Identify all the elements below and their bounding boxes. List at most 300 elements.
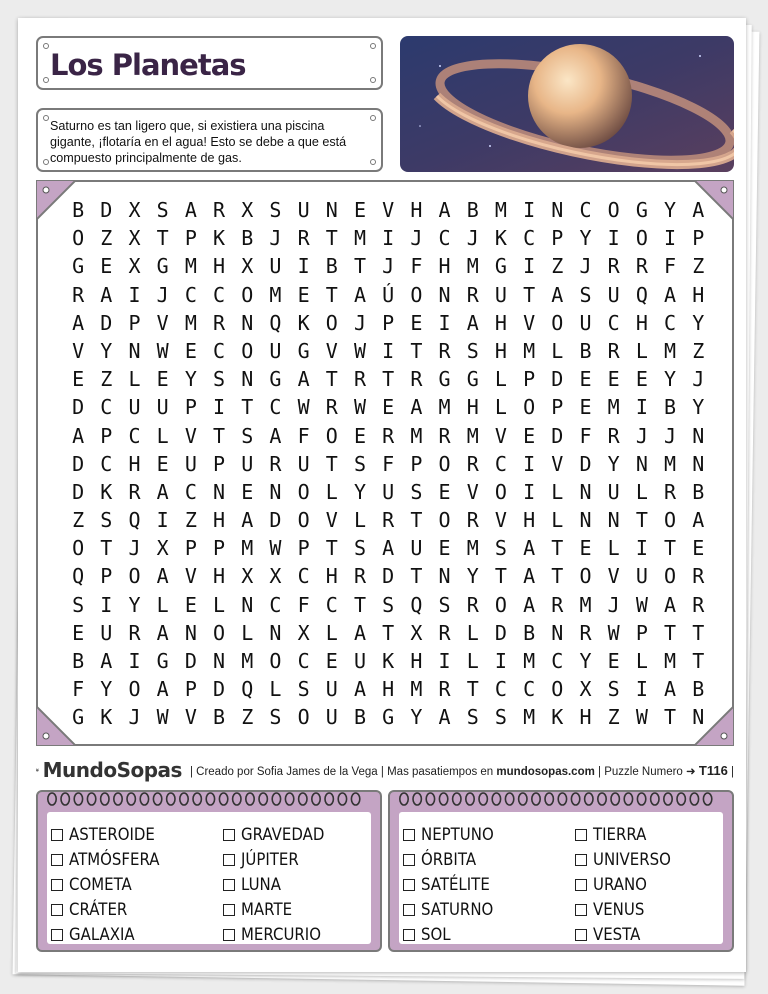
grid-letter[interactable]: G [297,338,310,363]
grid-letter[interactable]: X [128,254,141,279]
grid-letter[interactable]: T [410,508,423,533]
grid-letter[interactable]: L [466,649,479,673]
grid-letter[interactable]: D [184,649,197,673]
grid-letter[interactable]: O [241,282,254,307]
grid-letter[interactable]: L [466,620,479,645]
grid-letter[interactable]: H [410,198,423,222]
grid-letter[interactable]: A [692,198,705,222]
grid-letter[interactable]: F [382,451,395,476]
grid-letter[interactable]: I [607,226,620,251]
grid-letter[interactable]: M [184,310,197,335]
grid-letter[interactable]: D [494,620,507,645]
grid-letter[interactable]: X [410,620,423,645]
grid-letter[interactable]: G [156,254,169,279]
grid-letter[interactable]: F [297,423,310,448]
grid-letter[interactable]: D [72,395,85,420]
grid-letter[interactable]: N [635,451,648,476]
grid-letter[interactable]: C [213,338,226,363]
grid-letter[interactable]: C [213,282,226,307]
grid-letter[interactable]: N [551,620,564,645]
grid-letter[interactable]: S [579,282,592,307]
grid-letter[interactable]: Y [353,479,366,504]
grid-letter[interactable]: F [72,677,85,702]
grid-letter[interactable]: R [466,451,479,476]
grid-letter[interactable]: U [269,338,282,363]
grid-letter[interactable]: Q [635,282,648,307]
grid-letter[interactable]: M [494,198,507,222]
grid-letter[interactable]: S [156,198,169,222]
grid-letter[interactable]: T [692,620,705,645]
grid-letter[interactable]: E [438,536,451,561]
grid-letter[interactable]: J [353,310,366,335]
grid-letter[interactable]: C [523,677,536,702]
grid-letter[interactable]: W [607,620,620,645]
grid-letter[interactable]: F [579,423,592,448]
grid-letter[interactable]: N [607,508,620,533]
grid-letter[interactable]: A [100,649,113,673]
grid-letter[interactable]: R [635,254,648,279]
grid-letter[interactable]: C [325,592,338,617]
grid-letter[interactable]: C [184,479,197,504]
grid-letter[interactable]: O [410,282,423,307]
grid-letter[interactable]: A [269,423,282,448]
grid-letter[interactable]: M [607,395,620,420]
grid-letter[interactable]: M [466,536,479,561]
grid-letter[interactable]: U [269,254,282,279]
grid-letter[interactable]: X [241,198,254,222]
grid-letter[interactable]: D [213,677,226,702]
grid-letter[interactable]: H [494,310,507,335]
grid-letter[interactable]: F [297,592,310,617]
grid-letter[interactable]: Q [269,310,282,335]
grid-letter[interactable]: N [692,705,705,730]
grid-letter[interactable]: I [635,677,648,702]
grid-letter[interactable]: R [128,620,141,645]
grid-letter[interactable]: M [353,226,366,251]
grid-letter[interactable]: Y [664,198,677,222]
grid-letter[interactable]: R [438,338,451,363]
grid-letter[interactable]: U [325,677,338,702]
grid-letter[interactable]: E [100,254,113,279]
grid-letter[interactable]: T [353,254,366,279]
grid-letter[interactable]: Q [128,508,141,533]
grid-letter[interactable]: Y [128,592,141,617]
grid-letter[interactable]: J [635,423,648,448]
grid-letter[interactable]: C [664,310,677,335]
grid-letter[interactable]: H [523,508,536,533]
checkbox[interactable] [223,879,235,891]
grid-letter[interactable]: P [184,226,197,251]
checkbox[interactable] [403,829,415,841]
grid-letter[interactable]: I [213,395,226,420]
grid-letter[interactable]: N [692,423,705,448]
grid-letter[interactable]: U [100,620,113,645]
grid-letter[interactable]: O [635,226,648,251]
grid-letter[interactable]: W [156,338,169,363]
grid-letter[interactable]: O [72,536,85,561]
grid-letter[interactable]: D [269,508,282,533]
grid-letter[interactable]: I [128,282,141,307]
grid-letter[interactable]: B [325,254,338,279]
grid-letter[interactable]: B [72,198,85,222]
grid-letter[interactable]: A [466,310,479,335]
grid-letter[interactable]: S [466,705,479,730]
checkbox[interactable] [575,929,587,941]
grid-letter[interactable]: R [607,254,620,279]
grid-letter[interactable]: O [128,677,141,702]
grid-letter[interactable]: N [551,198,564,222]
grid-letter[interactable]: O [128,564,141,589]
grid-letter[interactable]: J [382,254,395,279]
grid-letter[interactable]: A [156,677,169,702]
grid-letter[interactable]: M [579,592,592,617]
grid-letter[interactable]: L [607,536,620,561]
grid-letter[interactable]: D [72,479,85,504]
grid-letter[interactable]: E [410,310,423,335]
grid-letter[interactable]: Y [410,705,423,730]
checkbox[interactable] [403,929,415,941]
grid-letter[interactable]: T [325,226,338,251]
grid-letter[interactable]: A [410,395,423,420]
grid-letter[interactable]: D [551,423,564,448]
grid-letter[interactable]: A [523,536,536,561]
grid-letter[interactable]: K [100,705,113,730]
grid-letter[interactable]: G [635,198,648,222]
grid-letter[interactable]: R [466,508,479,533]
grid-letter[interactable]: L [269,677,282,702]
grid-letter[interactable]: R [551,592,564,617]
grid-letter[interactable]: K [100,479,113,504]
grid-letter[interactable]: U [635,564,648,589]
checkbox[interactable] [403,879,415,891]
grid-letter[interactable]: W [635,705,648,730]
grid-letter[interactable]: R [607,338,620,363]
grid-letter[interactable]: D [100,310,113,335]
grid-letter[interactable]: S [410,479,423,504]
site-link[interactable]: mundosopas.com [496,765,595,778]
grid-letter[interactable]: E [325,649,338,673]
checkbox[interactable] [51,879,63,891]
grid-letter[interactable]: M [523,649,536,673]
grid-letter[interactable]: U [382,479,395,504]
grid-letter[interactable]: P [184,395,197,420]
grid-letter[interactable]: V [184,423,197,448]
grid-letter[interactable]: O [494,479,507,504]
grid-letter[interactable]: S [269,198,282,222]
grid-letter[interactable]: P [297,536,310,561]
grid-letter[interactable]: V [523,310,536,335]
grid-letter[interactable]: S [241,423,254,448]
grid-letter[interactable]: B [692,479,705,504]
grid-letter[interactable]: O [579,564,592,589]
grid-letter[interactable]: G [156,649,169,673]
grid-letter[interactable]: H [213,564,226,589]
grid-letter[interactable]: N [325,198,338,222]
grid-letter[interactable]: Q [410,592,423,617]
grid-letter[interactable]: J [466,226,479,251]
grid-letter[interactable]: V [551,451,564,476]
grid-letter[interactable]: A [156,620,169,645]
grid-letter[interactable]: Y [184,367,197,392]
grid-letter[interactable]: U [607,479,620,504]
grid-letter[interactable]: T [523,282,536,307]
grid-letter[interactable]: U [410,536,423,561]
grid-letter[interactable]: P [100,564,113,589]
grid-letter[interactable]: C [269,395,282,420]
grid-letter[interactable]: R [297,226,310,251]
grid-letter[interactable]: T [410,338,423,363]
grid-letter[interactable]: S [213,367,226,392]
grid-letter[interactable]: L [156,592,169,617]
grid-letter[interactable]: R [466,282,479,307]
grid-letter[interactable]: O [213,620,226,645]
grid-letter[interactable]: E [579,395,592,420]
grid-letter[interactable]: X [156,536,169,561]
grid-letter[interactable]: T [466,677,479,702]
grid-letter[interactable]: S [269,705,282,730]
grid-letter[interactable]: J [692,367,705,392]
grid-letter[interactable]: I [156,508,169,533]
grid-letter[interactable]: U [156,395,169,420]
grid-letter[interactable]: N [241,367,254,392]
grid-letter[interactable]: A [156,564,169,589]
grid-letter[interactable]: I [664,226,677,251]
grid-letter[interactable]: L [494,367,507,392]
grid-letter[interactable]: O [297,479,310,504]
grid-letter[interactable]: B [466,198,479,222]
grid-letter[interactable]: W [353,395,366,420]
grid-letter[interactable]: K [494,226,507,251]
grid-letter[interactable]: P [692,226,705,251]
grid-letter[interactable]: A [156,479,169,504]
grid-letter[interactable]: I [523,254,536,279]
grid-letter[interactable]: O [72,226,85,251]
grid-letter[interactable]: R [353,564,366,589]
grid-letter[interactable]: Y [664,367,677,392]
grid-letter[interactable]: L [551,479,564,504]
grid-letter[interactable]: Y [692,395,705,420]
grid-letter[interactable]: M [269,282,282,307]
grid-letter[interactable]: P [213,451,226,476]
grid-letter[interactable]: U [128,395,141,420]
grid-letter[interactable]: T [635,508,648,533]
grid-letter[interactable]: U [297,451,310,476]
grid-letter[interactable]: K [297,310,310,335]
grid-letter[interactable]: E [692,536,705,561]
grid-letter[interactable]: I [297,254,310,279]
grid-letter[interactable]: W [269,536,282,561]
grid-letter[interactable]: A [551,282,564,307]
grid-letter[interactable]: R [438,423,451,448]
grid-letter[interactable]: E [297,282,310,307]
grid-letter[interactable]: K [551,705,564,730]
grid-letter[interactable]: Z [241,705,254,730]
grid-letter[interactable]: F [664,254,677,279]
grid-letter[interactable]: W [635,592,648,617]
grid-letter[interactable]: R [466,592,479,617]
grid-letter[interactable]: S [100,508,113,533]
grid-letter[interactable]: B [523,620,536,645]
grid-letter[interactable]: X [241,564,254,589]
grid-letter[interactable]: G [382,705,395,730]
grid-letter[interactable]: A [438,198,451,222]
grid-letter[interactable]: X [128,198,141,222]
grid-letter[interactable]: Ú [382,282,395,307]
grid-letter[interactable]: A [353,677,366,702]
grid-letter[interactable]: N [269,620,282,645]
grid-letter[interactable]: A [353,282,366,307]
grid-letter[interactable]: M [410,677,423,702]
grid-letter[interactable]: T [494,564,507,589]
grid-letter[interactable]: L [635,649,648,673]
grid-letter[interactable]: I [494,649,507,673]
grid-letter[interactable]: L [353,508,366,533]
grid-letter[interactable]: I [523,198,536,222]
grid-letter[interactable]: V [494,508,507,533]
grid-letter[interactable]: A [523,592,536,617]
grid-letter[interactable]: E [353,423,366,448]
grid-letter[interactable]: O [297,705,310,730]
grid-letter[interactable]: D [72,451,85,476]
grid-letter[interactable]: H [635,310,648,335]
grid-letter[interactable]: T [213,423,226,448]
grid-letter[interactable]: H [325,564,338,589]
grid-letter[interactable]: P [213,536,226,561]
grid-letter[interactable]: E [184,338,197,363]
grid-letter[interactable]: W [353,338,366,363]
grid-letter[interactable]: P [551,395,564,420]
grid-letter[interactable]: G [72,705,85,730]
grid-letter[interactable]: V [156,310,169,335]
grid-letter[interactable]: E [579,536,592,561]
grid-letter[interactable]: Z [607,705,620,730]
grid-letter[interactable]: S [438,592,451,617]
grid-letter[interactable]: N [438,282,451,307]
grid-letter[interactable]: A [664,677,677,702]
grid-letter[interactable]: I [635,536,648,561]
grid-letter[interactable]: R [607,423,620,448]
grid-letter[interactable]: T [551,536,564,561]
grid-letter[interactable]: U [325,705,338,730]
grid-letter[interactable]: L [325,620,338,645]
grid-letter[interactable]: A [692,508,705,533]
grid-letter[interactable]: B [72,649,85,673]
grid-letter[interactable]: R [353,367,366,392]
grid-letter[interactable]: N [213,479,226,504]
grid-letter[interactable]: W [297,395,310,420]
grid-letter[interactable]: T [692,649,705,673]
grid-letter[interactable]: H [494,338,507,363]
grid-letter[interactable]: G [72,254,85,279]
grid-letter[interactable]: J [156,282,169,307]
grid-letter[interactable]: O [551,310,564,335]
grid-letter[interactable]: N [579,479,592,504]
grid-letter[interactable]: C [184,282,197,307]
grid-letter[interactable]: E [241,479,254,504]
grid-letter[interactable]: H [579,705,592,730]
grid-letter[interactable]: T [353,592,366,617]
grid-letter[interactable]: E [353,198,366,222]
grid-letter[interactable]: A [184,198,197,222]
grid-letter[interactable]: J [607,592,620,617]
grid-letter[interactable]: T [551,564,564,589]
grid-letter[interactable]: I [382,338,395,363]
grid-letter[interactable]: Z [184,508,197,533]
grid-letter[interactable]: A [664,592,677,617]
grid-letter[interactable]: C [297,649,310,673]
grid-letter[interactable]: M [523,338,536,363]
grid-letter[interactable]: N [241,310,254,335]
grid-letter[interactable]: I [438,649,451,673]
grid-letter[interactable]: T [241,395,254,420]
grid-letter[interactable]: Y [579,649,592,673]
grid-letter[interactable]: E [184,592,197,617]
grid-letter[interactable]: O [269,649,282,673]
grid-letter[interactable]: C [128,423,141,448]
grid-letter[interactable]: A [523,564,536,589]
grid-letter[interactable]: Z [100,367,113,392]
grid-letter[interactable]: E [635,367,648,392]
grid-letter[interactable]: I [382,226,395,251]
grid-letter[interactable]: V [607,564,620,589]
grid-letter[interactable]: B [664,395,677,420]
grid-letter[interactable]: M [523,705,536,730]
grid-letter[interactable]: G [438,367,451,392]
grid-letter[interactable]: I [523,479,536,504]
checkbox[interactable] [223,929,235,941]
checkbox[interactable] [575,904,587,916]
grid-letter[interactable]: I [523,451,536,476]
grid-letter[interactable]: X [241,254,254,279]
checkbox[interactable] [223,854,235,866]
grid-letter[interactable]: O [325,423,338,448]
grid-letter[interactable]: S [353,451,366,476]
grid-letter[interactable]: A [664,282,677,307]
grid-letter[interactable]: S [297,677,310,702]
grid-letter[interactable]: B [213,705,226,730]
grid-letter[interactable]: R [128,479,141,504]
grid-letter[interactable]: S [494,536,507,561]
grid-letter[interactable]: N [213,649,226,673]
grid-letter[interactable]: Y [466,564,479,589]
checkbox[interactable] [575,829,587,841]
grid-letter[interactable]: P [410,451,423,476]
checkbox[interactable] [51,929,63,941]
grid-letter[interactable]: P [523,367,536,392]
grid-letter[interactable]: Z [72,508,85,533]
grid-letter[interactable]: C [269,592,282,617]
grid-letter[interactable]: Y [100,338,113,363]
grid-letter[interactable]: P [382,310,395,335]
grid-letter[interactable]: N [269,479,282,504]
checkbox[interactable] [403,904,415,916]
grid-letter[interactable]: T [382,620,395,645]
grid-letter[interactable]: R [438,620,451,645]
grid-letter[interactable]: M [664,338,677,363]
grid-letter[interactable]: C [100,451,113,476]
grid-letter[interactable]: J [128,536,141,561]
grid-letter[interactable]: V [184,705,197,730]
grid-letter[interactable]: Z [692,254,705,279]
checkbox[interactable] [51,904,63,916]
grid-letter[interactable]: L [156,423,169,448]
grid-letter[interactable]: T [664,620,677,645]
grid-letter[interactable]: G [466,367,479,392]
grid-letter[interactable]: E [523,423,536,448]
grid-letter[interactable]: N [579,508,592,533]
grid-letter[interactable]: H [466,395,479,420]
grid-letter[interactable]: E [438,479,451,504]
